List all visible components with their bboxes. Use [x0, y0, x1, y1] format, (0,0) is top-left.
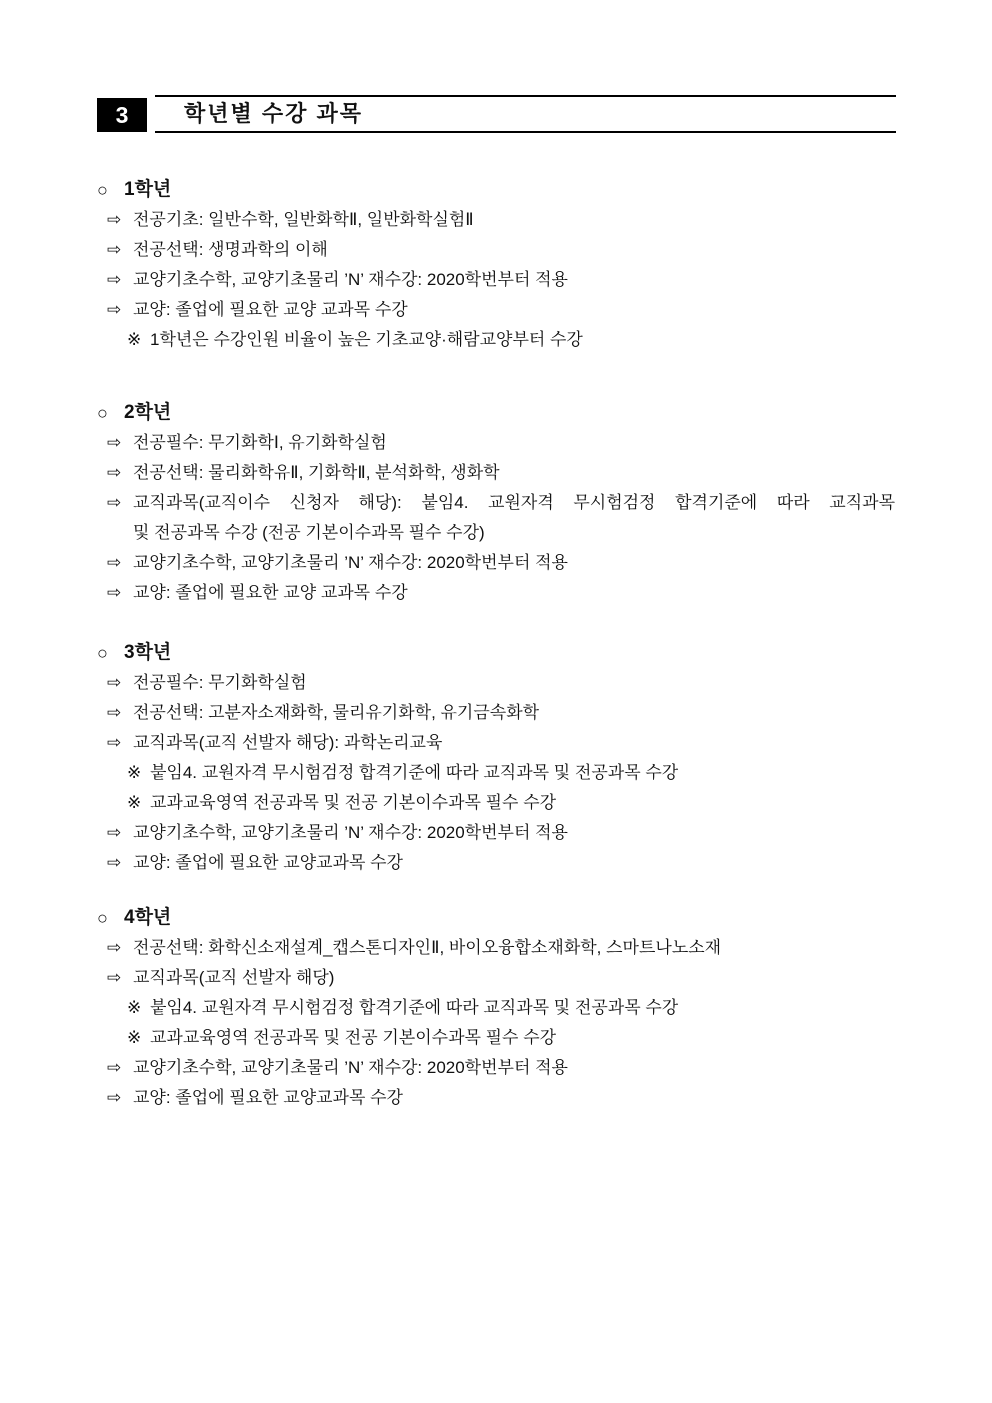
- course-row: [97, 205, 895, 235]
- course-row: [97, 428, 895, 458]
- grade-title: 3학년: [124, 642, 172, 663]
- course-text: 교양: 졸업에 필요한 교양 교과목 수강: [133, 583, 408, 602]
- course-text: 전공선택: 고분자소재화학, 물리유기화학, 유기금속화학: [133, 703, 540, 722]
- course-row: [97, 235, 895, 265]
- course-text: 전공선택: 생명과학의 이해: [133, 240, 328, 259]
- course-text: 전공필수: 무기화학실험: [133, 673, 307, 692]
- page-title: 학년별 수강 과목: [184, 101, 363, 126]
- course-row: [97, 518, 895, 548]
- note-row: [97, 758, 895, 788]
- course-text: 교직과목(교직이수 신청자 해당): 붙임4. 교원자격 무시험검정 합격기준에 따라 교직과목: [133, 493, 895, 512]
- note-row: [97, 325, 895, 355]
- note-row: [97, 993, 895, 1023]
- course-text: 교직과목(교직 선발자 해당): 과학논리교육: [133, 733, 443, 752]
- course-row: [97, 818, 895, 848]
- arrow-icon: ⇨: [107, 1058, 122, 1077]
- reference-mark-icon: ※: [127, 793, 142, 812]
- course-row: [97, 1053, 895, 1083]
- course-row: [97, 458, 895, 488]
- arrow-icon: ⇨: [107, 823, 122, 842]
- grade-section: [97, 175, 895, 355]
- grade-title: 4학년: [124, 907, 172, 928]
- grade-title-row: [97, 903, 895, 933]
- arrow-icon: ⇨: [107, 703, 122, 722]
- course-text: 전공선택: 화학신소재설계_캡스톤디자인Ⅱ, 바이오융합소재화학, 스마트나노소재: [133, 938, 722, 957]
- arrow-icon: ⇨: [107, 733, 122, 752]
- arrow-icon: ⇨: [107, 1088, 122, 1107]
- course-text: 교과교육영역 전공과목 및 전공 기본이수과목 필수 수강: [150, 793, 557, 812]
- arrow-icon: ⇨: [107, 300, 122, 319]
- arrow-icon: ⇨: [107, 210, 122, 229]
- course-text: 교직과목(교직 선발자 해당): [133, 968, 335, 987]
- course-row: [97, 578, 895, 608]
- course-row: [97, 848, 895, 878]
- grade-title-row: [97, 398, 895, 428]
- reference-mark-icon: ※: [127, 998, 142, 1017]
- course-row: [97, 728, 895, 758]
- course-row: [97, 265, 895, 295]
- course-row: [97, 548, 895, 578]
- course-text: 및 전공과목 수강 (전공 기본이수과목 필수 수강): [133, 523, 485, 542]
- reference-mark-icon: ※: [127, 1028, 142, 1047]
- course-row: [97, 1083, 895, 1113]
- grade-title: 1학년: [124, 179, 172, 200]
- course-row: [97, 933, 895, 963]
- arrow-icon: ⇨: [107, 270, 122, 289]
- circle-icon: ○: [97, 908, 108, 928]
- arrow-icon: ⇨: [107, 673, 122, 692]
- note-row: [97, 788, 895, 818]
- course-text: 붙임4. 교원자격 무시험검정 합격기준에 따라 교직과목 및 전공과목 수강: [150, 763, 679, 782]
- arrow-icon: ⇨: [107, 240, 122, 259]
- header-rule-bottom: [155, 131, 896, 133]
- circle-icon: ○: [97, 403, 108, 423]
- course-text: 교양기초수학, 교양기초물리 ’N’ 재수강: 2020학번부터 적용: [133, 1058, 568, 1077]
- arrow-icon: ⇨: [107, 583, 122, 602]
- arrow-icon: ⇨: [107, 493, 122, 512]
- reference-mark-icon: ※: [127, 330, 142, 349]
- note-row: [97, 1023, 895, 1053]
- grade-title: 2학년: [124, 402, 172, 423]
- course-text: 교양: 졸업에 필요한 교양 교과목 수강: [133, 300, 408, 319]
- circle-icon: ○: [97, 180, 108, 200]
- course-text: 1학년은 수강인원 비율이 높은 기초교양·해람교양부터 수강: [150, 330, 583, 349]
- arrow-icon: ⇨: [107, 968, 122, 987]
- grade-title-row: [97, 638, 895, 668]
- course-text: 교과교육영역 전공과목 및 전공 기본이수과목 필수 수강: [150, 1028, 557, 1047]
- arrow-icon: ⇨: [107, 553, 122, 572]
- course-text: 교양기초수학, 교양기초물리 ’N’ 재수강: 2020학번부터 적용: [133, 270, 568, 289]
- section-number-badge: 3: [97, 98, 147, 132]
- grade-section: [97, 398, 895, 608]
- course-row: [97, 668, 895, 698]
- arrow-icon: ⇨: [107, 433, 122, 452]
- grade-section: [97, 638, 895, 878]
- arrow-icon: ⇨: [107, 938, 122, 957]
- reference-mark-icon: ※: [127, 763, 142, 782]
- arrow-icon: ⇨: [107, 463, 122, 482]
- course-row: [97, 963, 895, 993]
- course-text: 교양기초수학, 교양기초물리 ’N’ 재수강: 2020학번부터 적용: [133, 553, 568, 572]
- course-row: [97, 488, 895, 518]
- course-text: 전공기초: 일반수학, 일반화학Ⅱ, 일반화학실험Ⅱ: [133, 210, 474, 229]
- course-text: 붙임4. 교원자격 무시험검정 합격기준에 따라 교직과목 및 전공과목 수강: [150, 998, 679, 1017]
- course-row: [97, 295, 895, 325]
- grade-title-row: [97, 175, 895, 205]
- course-text: 전공선택: 물리화학유Ⅱ, 기화학Ⅱ, 분석화학, 생화학: [133, 463, 500, 482]
- grade-section: [97, 903, 895, 1113]
- course-text: 교양기초수학, 교양기초물리 ’N’ 재수강: 2020학번부터 적용: [133, 823, 568, 842]
- arrow-icon: ⇨: [107, 853, 122, 872]
- course-row: [97, 698, 895, 728]
- course-text: 전공필수: 무기화학Ⅰ, 유기화학실험: [133, 433, 387, 452]
- course-text: 교양: 졸업에 필요한 교양교과목 수강: [133, 853, 403, 872]
- course-text: 교양: 졸업에 필요한 교양교과목 수강: [133, 1088, 403, 1107]
- circle-icon: ○: [97, 643, 108, 663]
